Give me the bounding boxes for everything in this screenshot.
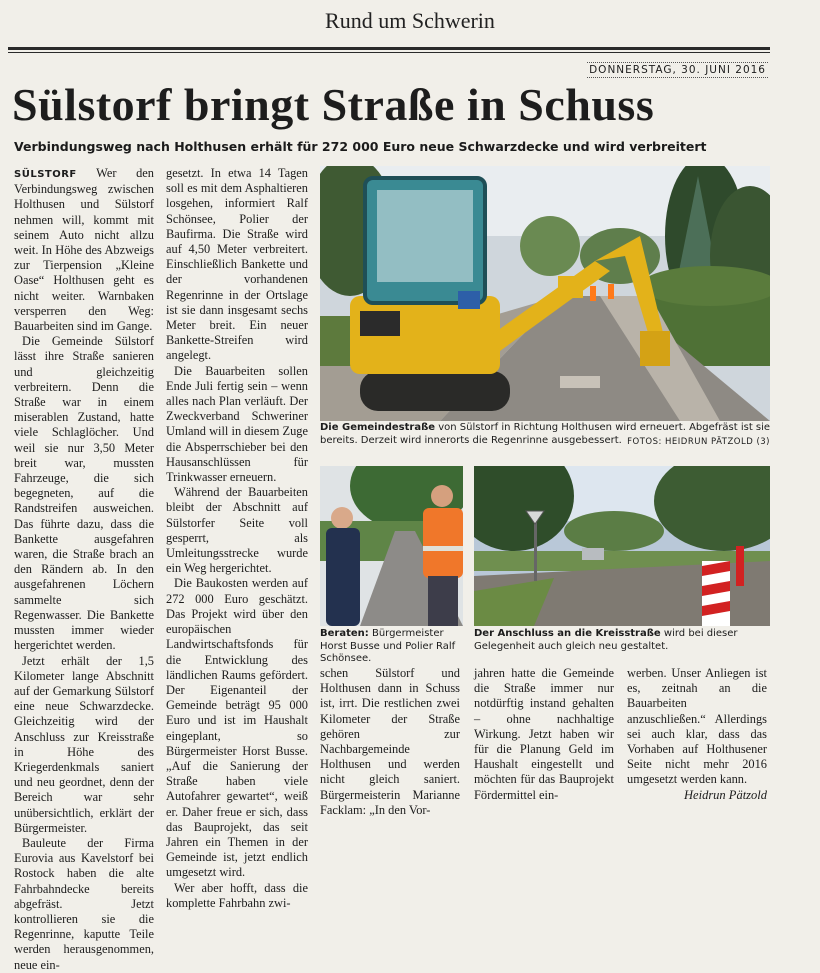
header-rule-thin (8, 52, 770, 53)
paragraph: gesetzt. In etwa 14 Tagen soll es mit dem Asphaltieren losgehen, informiert Ralf Schönsee, Polier der Baufirma. Die Straße wird auf 4,50 Meter verbreitert. Einschließlich Bankette und der vorhandenen Regenrinne in der Ortslage ist sie dann insgesamt sechs Meter breit. Ein neuer Bankette-Streifen wird angelegt. (166, 166, 308, 363)
article-column-2 (166, 166, 308, 911)
author-byline: Heidrun Pätzold (684, 787, 767, 802)
photo-junction-caption: Der Anschluss an die Kreisstraße wird bei dieser Gelegenheit auch gleich neu gestaltet. (474, 628, 738, 652)
paragraph: Die Baukosten werden auf 272 000 Euro geschätzt. Das Projekt wird über den europäischen Landwirtschaftsfonds für die Entwicklung des ländlichen Raums gefördert. Der Eigenanteil der Gemeinde beträgt 95 000 Euro und ist im Haushalt eingeplant, so Bürgermeister Horst Busse. „Auf die Sanierung der Straße haben viele Autofahrer gewartet“, weiß er. Daher freue er sich, dass das Bauprojekt, das seit Jahren ein Themen in der Gemeinde ist, jetzt endlich umgesetzt wird. (166, 576, 308, 880)
subheadline: Verbindungsweg nach Holthusen erhält für 272 000 Euro neue Schwarzdecke und wird verbreitert (14, 139, 707, 154)
photo-junction (474, 466, 770, 626)
paragraph: Die Bauarbeiten sollen Ende Juli fertig sein – wenn alles nach Plan verläuft. Der Zweckverband Schweriner Umland will in diesem Zuge die Absperrschieber bei den Hausanschlüssen für Trinkwasser erneuern. (166, 363, 308, 485)
paragraph: Bauleute der Firma Eurovia aus Kavelstorf bei Rostock haben die alte Fahrbahndecke bereits abgefräst. Jetzt kontrollieren sie die Regenrinne, kaputte Teile werden herausgenommen, neue ein- (14, 835, 154, 972)
section-title: Rund um Schwerin (325, 8, 495, 33)
paragraph: schen Sülstorf und Holthusen dann in Schuss ist, irrt. Die restlichen zwei Kilometer der Straße gehören zur Nachbargemeinde Holthusen und werden nicht gleich saniert. Bürgermeisterin Marianne Facklam: „In den Vor- (320, 666, 460, 817)
photo-two-men (320, 466, 463, 626)
paragraph: Während der Bauarbeiten bleibt der Abschnitt auf Sülstorfer Seite voll gesperrt, als Umleitungsstrecke wurde ein Weg hergerichtet. (166, 485, 308, 576)
article-column-3 (320, 666, 460, 818)
paragraph: Wer aber hofft, dass die komplette Fahrbahn zwi- (166, 880, 308, 910)
place-name: SÜLSTORF (14, 169, 77, 180)
headline: Sülstorf bringt Straße in Schuss (12, 79, 655, 130)
junction-photo (474, 466, 770, 626)
paragraph: SÜLSTORF Wer den Verbindungsweg zwischen Holthusen und Sülstorf nehmen will, kommt mit seinem Auto nicht allzu weit. In Höhe des Abzweigs zur Tierpension „Kleine Oase“ Holthusen geht es nicht weiter. Warnbaken versperren den Weg: Bauarbeiten sind im Gange. (14, 166, 154, 334)
two-men-photo (320, 466, 463, 626)
photo-credit: FOTOS: HEIDRUN PÄTZOLD (3) (627, 437, 770, 447)
main-photo (320, 166, 770, 421)
paragraph: werben. Unser Anliegen ist es, zeitnah an die Bauarbeiten anzuschließen.“ Allerdings sei auch klar, dass das Vorhaben auf Holthusener Seite nicht mehr 2016 umgesetzt werden kann. (627, 666, 767, 787)
paragraph: Jetzt erhält der 1,5 Kilometer lange Abschnitt auf der Gemarkung Sülstorf eine neue Schwarzdecke. Gleichzeitig wird der Anschluss zur Kreisstraße in Höhe des Kriegerdenkmals saniert und neu geordnet, denn der Bereich war sehr unübersichtlich, erklärt der Bürgermeister. (14, 653, 154, 835)
article-column-5 (627, 666, 767, 803)
article-column-4 (474, 666, 614, 803)
paragraph: jahren hatte die Gemeinde die Straße immer nur notdürftig instand gehalten – ohne nachhaltige Wirkung. Jetzt haben wir für die Planung Geld im Haushalt eingestellt und möchten für das Bauprojekt Fördermittel ein- (474, 666, 614, 802)
main-photo-caption: Die Gemeindestraße von Sülstorf in Richtung Holthusen wird erneuert. Abgefräst ist sie bereits. Derzeit wird innerorts die Regenrinne ausgebessert. (320, 422, 771, 446)
paragraph: Die Gemeinde Sülstorf lässt ihre Straße sanieren und gleichzeitig verbreitern. Denn die Straße war in einem miserablen Zustand, hatte viele Schlaglöcher. Und weil sie nur 3,50 Meter breit war, mussten Fahrzeuge, die sich begegneten, auf die Randstreifen ausweichen. Das führte dazu, dass die Bankette ausgefahren waren, die Straße brach an den Rändern ab. In den ausgefahrenen Löchern sammelte sich Regenwasser. Die Bankette mussten immer wieder hergerichtet werden. (14, 334, 154, 653)
header-rule (8, 47, 770, 50)
excavator-photo (320, 166, 770, 421)
article-column-1 (14, 166, 154, 973)
dateline: DONNERSTAG, 30. JUNI 2016 (589, 64, 766, 76)
photo-two-men-caption: Beraten: Bürgermeister Horst Busse und Polier Ralf Schönsee. (320, 628, 456, 664)
